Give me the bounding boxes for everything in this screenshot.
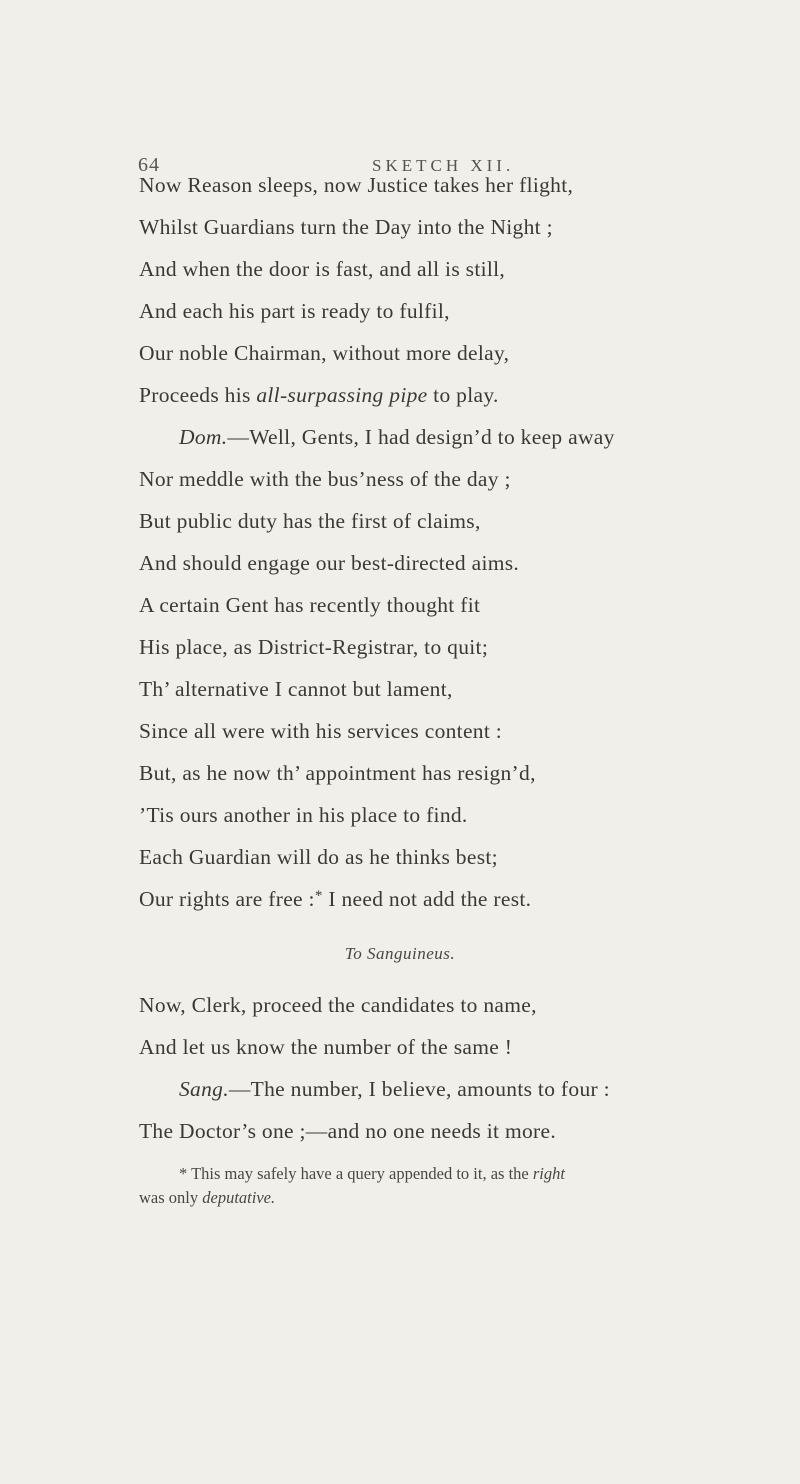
verse-line: Since all were with his services content : xyxy=(139,719,503,743)
section-heading: To Sanguineus. xyxy=(344,944,456,963)
verse-line xyxy=(179,1076,610,1102)
verse-line: And let us know the number of the same ! xyxy=(139,1035,513,1059)
verse-line: Whilst Guardians turn the Day into the Night ; xyxy=(139,215,553,239)
verse-line: A certain Gent has recently thought fit xyxy=(139,593,481,617)
running-head: SKETCH XII. xyxy=(372,156,515,175)
verse-line: Now, Clerk, proceed the candidates to name, xyxy=(139,993,537,1017)
verse-line: Our noble Chairman, without more delay, xyxy=(139,341,510,365)
verse-line: Each Guardian will do as he thinks best; xyxy=(139,845,498,869)
verse-text: Proceeds his xyxy=(139,383,257,407)
verse-text: —The number, I believe, amounts to four : xyxy=(228,1077,610,1101)
verse-line xyxy=(179,424,615,450)
speaker-name: Dom. xyxy=(179,425,228,449)
verse-text: —Well, Gents, I had design’d to keep away xyxy=(227,425,615,449)
speaker-name: Sang. xyxy=(179,1077,229,1101)
footnote-marker: * xyxy=(179,1164,188,1183)
footnote-text: was only xyxy=(139,1188,203,1207)
footnote-text: This may safely have a query appended to it, as the xyxy=(187,1164,533,1183)
verse-line xyxy=(139,886,531,915)
verse-line: And each his part is ready to fulfil, xyxy=(139,299,450,323)
footnote-line xyxy=(139,1187,275,1209)
verse-text: I need not add the rest. xyxy=(322,887,532,911)
footnote-marker: * xyxy=(314,888,323,904)
verse-line: But public duty has the first of claims, xyxy=(139,509,481,533)
footnote-italic: right xyxy=(532,1164,565,1183)
verse-line: And should engage our best-directed aims. xyxy=(139,551,520,575)
page-number: 64 xyxy=(138,154,160,176)
verse-line: Nor meddle with the bus’ness of the day ; xyxy=(139,467,511,491)
verse-line xyxy=(139,382,499,408)
verse-italic: all-surpassing pipe xyxy=(256,383,428,407)
verse-line: His place, as District-Registrar, to quit; xyxy=(139,635,489,659)
verse-line: But, as he now th’ appointment has resign’d, xyxy=(139,761,536,785)
footnote-line xyxy=(179,1163,565,1185)
verse-line: The Doctor’s one ;—and no one needs it more. xyxy=(139,1119,557,1143)
verse-text: to play. xyxy=(427,383,499,407)
verse-line: ’Tis ours another in his place to find. xyxy=(139,803,468,827)
verse-line: And when the door is fast, and all is still, xyxy=(139,257,506,281)
footnote-italic: deputative. xyxy=(202,1188,276,1207)
verse-line: Th’ alternative I cannot but lament, xyxy=(139,677,453,701)
verse-text: Our rights are free : xyxy=(139,887,315,911)
verse-line: Now Reason sleeps, now Justice takes her flight, xyxy=(139,173,574,197)
